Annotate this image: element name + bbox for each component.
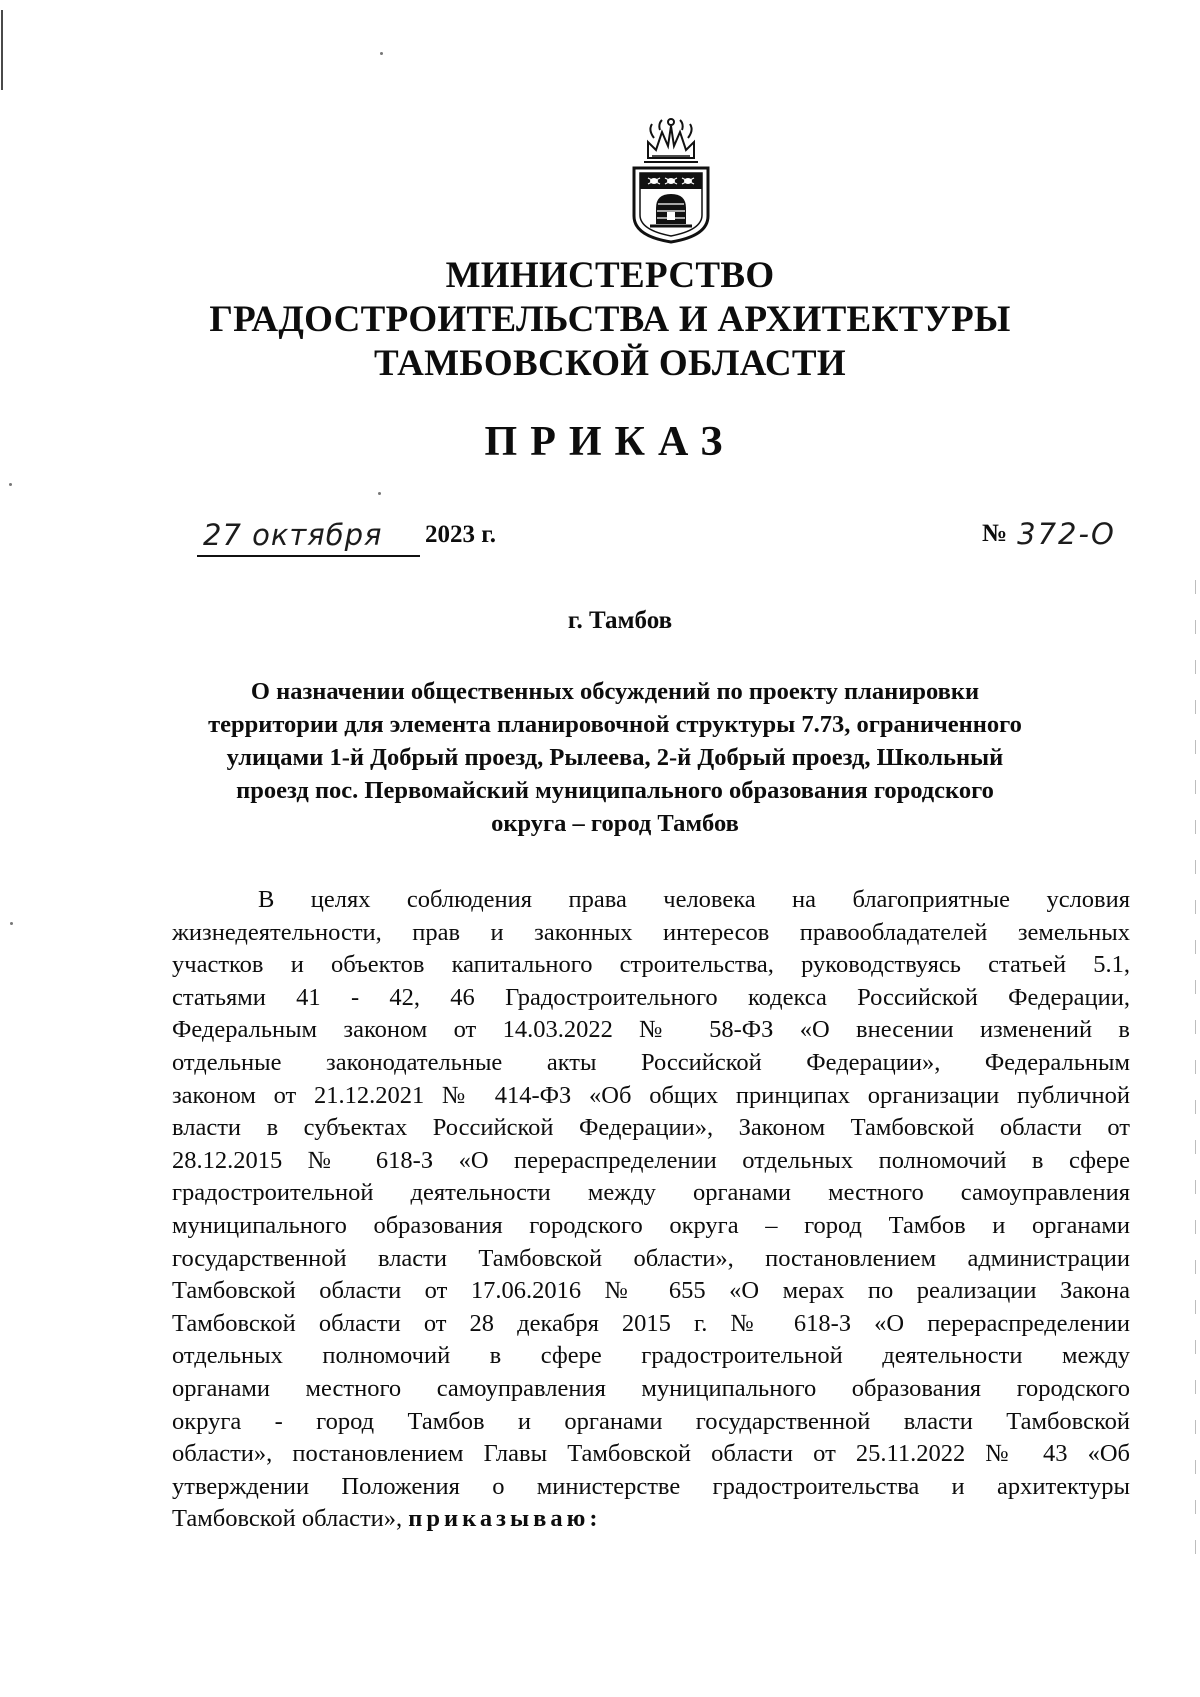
body-line: Федеральным законом от 14.03.2022 № 58-ФЗ «О внесении изменений в (172, 1016, 1130, 1044)
body-line: законом от 21.12.2021 № 414-ФЗ «Об общих принципах организации публичной (172, 1081, 1130, 1109)
document-type-heading: ПРИКАЗ (484, 419, 736, 465)
ministry-name (180, 254, 1040, 386)
body-line: участков и объектов капитального строительства, руководствуясь статьей 5.1, (172, 951, 1130, 979)
title-line: территории для элемента планировочной структуры 7.73, ограниченного (208, 711, 1022, 738)
number-sign: № (982, 520, 1008, 547)
body-line: муниципального образования городского округа – город Тамбов и органами (172, 1211, 1130, 1239)
body-line: власти в субъектах Российской Федерации», Законом Тамбовской области от (172, 1114, 1130, 1142)
preamble-paragraph (172, 884, 1130, 1536)
scan-speck (10, 922, 13, 925)
ministry-name-line: ТАМБОВСКОЙ ОБЛАСТИ (374, 343, 846, 384)
body-line: статьями 41 - 42, 46 Градостроительного кодекса Российской Федерации, (172, 983, 1130, 1011)
body-line: органами местного самоуправления муниципального образования городского (172, 1374, 1130, 1402)
order-word: приказываю: (408, 1505, 602, 1533)
title-line: округа – город Тамбов (491, 810, 739, 837)
title-line: О назначении общественных обсуждений по проекту планировки (250, 678, 980, 705)
body-line: утверждении Положения о министерстве градостроительства и архитектуры (172, 1472, 1130, 1500)
final-line-text: Тамбовской области», (172, 1505, 403, 1533)
body-line: градостроительной деятельности между органами местного самоуправления (172, 1179, 1130, 1207)
body-line: государственной власти Тамбовской области», постановлением администрации (172, 1244, 1130, 1272)
order-year: 2023 г. (425, 521, 497, 548)
body-line: Тамбовской области от 28 декабря 2015 г. № 618-З «О перераспределении (172, 1309, 1130, 1337)
body-line: округа - город Тамбов и органами государственной власти Тамбовской (172, 1407, 1130, 1435)
title-line: улицами 1-й Добрый проезд, Рылеева, 2-й Добрый проезд, Школьный (226, 744, 1004, 771)
body-line: области», постановлением Главы Тамбовской области от 25.11.2022 № 43 «Об (172, 1440, 1130, 1468)
body-line-final (172, 1503, 1130, 1536)
scan-speck (378, 492, 381, 495)
body-line: В целях соблюдения права человека на благоприятные условия (258, 886, 1130, 913)
body-line: отдельных полномочий в сфере градостроительной деятельности между (172, 1342, 1130, 1370)
coat-of-arms-icon (614, 112, 728, 244)
issue-city: г. Тамбов (567, 607, 673, 634)
date-underline (197, 555, 420, 557)
body-line: Тамбовской области от 17.06.2016 № 655 «О мерах по реализации Закона (172, 1277, 1130, 1305)
title-line: проезд пос. Первомайский муниципального образования городского (236, 777, 994, 804)
scan-edge-mark (1195, 580, 1196, 1580)
handwritten-order-number: 372-О (1017, 517, 1116, 551)
handwritten-date: 27 октября (203, 518, 383, 552)
ministry-name-line: ГРАДОСТРОИТЕЛЬСТВА И АРХИТЕКТУРЫ (209, 299, 1011, 340)
scan-speck (9, 483, 12, 486)
ministry-name-line: МИНИСТЕРСТВО (445, 255, 775, 296)
body-line: жизнедеятельности, прав и законных интересов правообладателей земельных (172, 918, 1130, 946)
body-line: отдельные законодательные акты Российской Федерации», Федеральным (172, 1048, 1130, 1076)
order-title (150, 675, 1080, 840)
scan-edge-mark (1, 10, 3, 90)
scan-speck (380, 52, 383, 55)
order-number (982, 517, 1116, 551)
body-line: 28.12.2015 № 618-З «О перераспределении отдельных полномочий в сфере (172, 1146, 1130, 1174)
